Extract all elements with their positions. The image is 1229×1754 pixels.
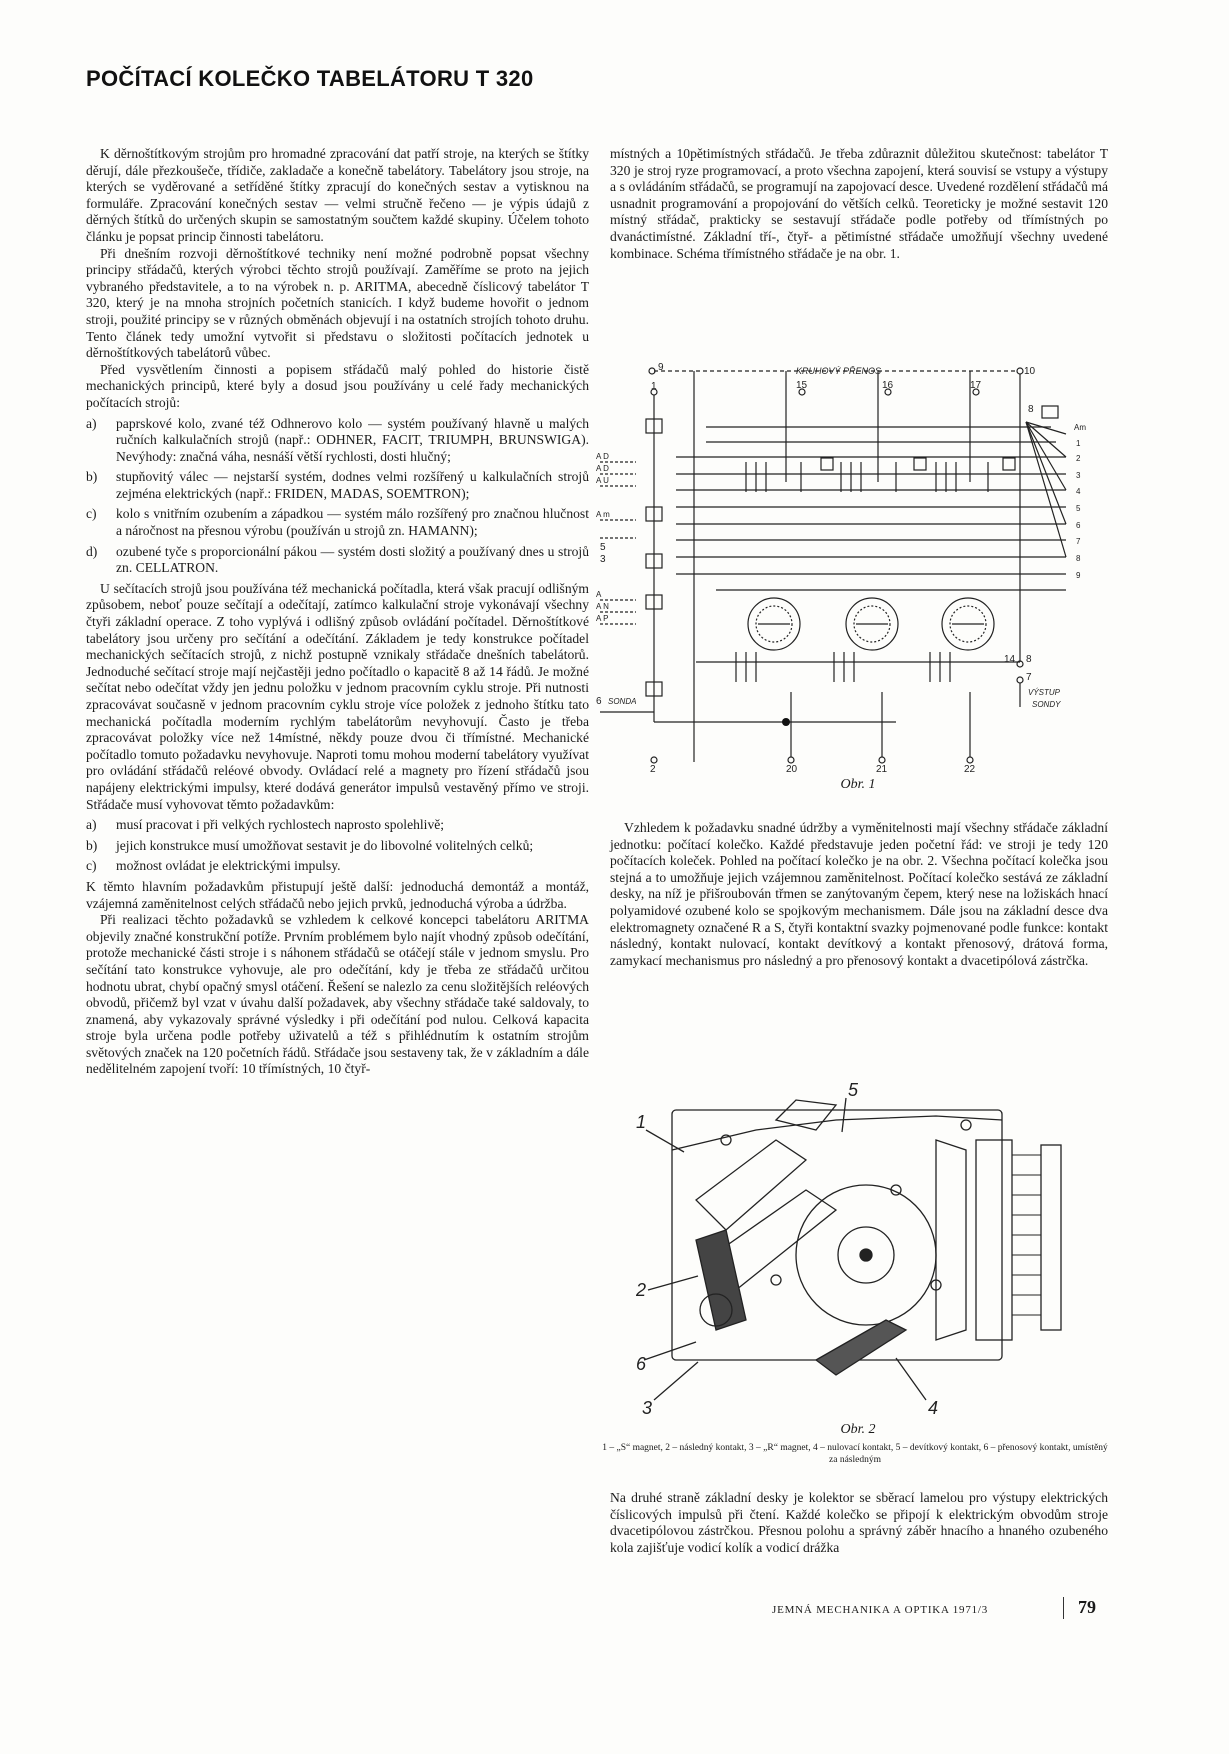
figure-2-caption: Obr. 2	[840, 1422, 876, 1437]
node-label: 8	[1028, 404, 1034, 415]
callout-label: 5	[848, 1080, 859, 1100]
node-label: 3	[600, 554, 606, 565]
callout-label: 1	[636, 1112, 647, 1132]
paragraph: K těmto hlavním požadavkům přistupují ještě další: jednoduchá demontáž a montáž, vzájemná zaměnitelnost celých střádačů nebo jejich prvků, jednoduchá výroba a údržba.	[86, 878, 589, 911]
node-label: 2	[650, 764, 656, 774]
paragraph: U sečítacích strojů jsou používána též mechanická počítadla, která však pracují odlišným způsobem, neboť pouze sečítají a odečítají, zatímco kalkulační stroje vykonávají všechny čtyři základní operace. Z toho vyplývá i odlišný způsob ovládání počítadel. Děrnoštítkové tabelátory jsou určeny pro sečítání a odečítání. Základem je tedy konstrukce počítadel mechanických sečítacích strojů, z nichž postupně vznikaly střádače dnešních tabelátorů. Jednoduché sečítací stroje mají nejčastěji jedno počítadlo o kapacitě 8 až 14 řádů. Je možné sečítat nebo odečítat vždy jen jednu položku v jednom pracovním cyklu stroje. Při nutnosti zpracovávat současně v jednom pracovním cyklu stroje více položek z jednoho štítku tato mechanická počítadla moderním rychlým tabelátorům nevyhovují. Často je třeba zpracovávat položky více než 14místné, někdy pouze dvou či třímístné. Mechanické počítadlo tomuto požadavku nevyhovuje. Naproti tomu mohou moderní tabelátory využívat pro ovládání střádačů reléové obvody. Ovládací relé a magnety pro řízení střádačů jsou napájeny elektrickými impulsy, které dodává generátor impulsů vestavěný přímo ve stroji. Střádače musí vyhovovat těmto požadavkům:	[86, 580, 589, 812]
input-label: A P	[596, 614, 609, 623]
node-label: 16	[882, 380, 894, 391]
output-label: Am	[1074, 423, 1086, 432]
output-label: 2	[1076, 454, 1081, 463]
output-label: 3	[1076, 471, 1081, 480]
requirements-list	[86, 817, 589, 875]
list-item: a) paprskové kolo, zvané též Odhnerovo kolo — systém používaný hlavně u malých ručních kalkulačních strojů (např.: ODHNER, FACIT, TRIUMPH, BRUNSWIGA). Nevýhody: značná váha, nesnáší větší rychlosti, dosti hlučný;	[86, 415, 589, 464]
paragraph: Vzhledem k požadavku snadné údržby a vyměnitelnosti mají všechny střádače základní jednotku: počítací kolečko. Každé představuje jeden početní řád: ve stroji je tedy 120 počítacích koleček. Pohled na počítací kolečko je na obr. 2. Všechna počítací kolečka jsou stejná a to umožňuje jejich vzájemnou zaměnitelnost. Počítací kolečko sestává ze základní desky, na níž je přišroubován třmen se zanýtovaným čepem, který nese na ložiskách hnací polyamidové ozubené kolo se spojkovým mechanismem. Dále jsou na základní desce dva elektromagnety označené R a S, čtyři kontaktní svazky pojmenované podle funkce: kontakt následný, kontakt nulovací, kontakt devítkový a kontakt přenosový, drátová forma, zamykací mechanismus pro následný a pro přenosový kontakt a dvacetipólová zástrčka.	[610, 820, 1108, 968]
input-label: A D	[596, 452, 609, 461]
node-label: 14	[1004, 654, 1016, 665]
article-title: POČÍTACÍ KOLEČKO TABELÁTORU T 320	[86, 66, 534, 91]
sondy-label: SONDY	[1032, 700, 1061, 709]
output-label: 5	[1076, 504, 1081, 513]
paragraph: Před vysvětlením činnosti a popisem střádačů malý pohled do historie čistě mechanických principů, které byly a dosud jsou používány u celé řady mechanických počítacích strojů:	[86, 361, 589, 410]
paragraph: místných a 10pětimístných střádačů. Je třeba zdůraznit důležitou skutečnost: tabelátor T 320 je stroj ryze programovací, a proto všechna zapojení, která souvisí se vstupy a výstupy a s ovládáním střádačů, se programují na zapojovací desce. Uvedené rozdělení střádačů má usnadnit programování a propojování do větších celků. Teoreticky je možné sestavit 120 místný střádač, prakticky se sestavují střádače podle potřeby od třímístných po dvanáctimístné. Základní tří-, čtyř- a pětimístné střádače umožňují všechny uvedené kombinace. Schéma třímístného střádače je na obr. 1.	[610, 146, 1108, 261]
node-label: 10	[1024, 366, 1036, 377]
node-label: 21	[876, 764, 888, 774]
list-item: a) musí pracovat i při velkých rychlostech naprosto spolehlivě;	[86, 817, 445, 833]
input-label: A m	[596, 510, 610, 519]
output-label: 4	[1076, 487, 1081, 496]
list-item: b) jejich konstrukce musí umožňovat sestavit je do libovolné volitelných celků;	[86, 837, 534, 853]
figure-1-caption: Obr. 1	[840, 777, 876, 792]
callout-label: 6	[636, 1354, 647, 1374]
output-label: 6	[1076, 521, 1081, 530]
node-label: 22	[964, 764, 976, 774]
right-column-middle	[610, 820, 1108, 969]
left-column	[86, 146, 589, 1078]
figure-2-legend: 1 – „S“ magnet, 2 – následný kontakt, 3 – „R“ magnet, 4 – nulovací kontakt, 5 – devítkový kontakt, 6 – přenosový kontakt, umístěný za následným	[602, 1443, 1108, 1465]
callout-label: 3	[642, 1398, 653, 1418]
footer-divider	[1063, 1597, 1064, 1619]
output-label: 9	[1076, 571, 1081, 580]
paragraph: Při realizaci těchto požadavků se vzhledem k celkové koncepci tabelátoru ARITMA objevily značné konstrukční potíže. Prvním problémem bylo najít vhodný způsob odečítání, protože mechanické části stroje i s náhonem střádačů se otáčejí stále v jednom smyslu. Pro sečítání tato konstrukce vyhovuje, ale pro odečítání, kdy je třeba ze střádačů určitou hodnotu ubrat, chybí opačný smysl otáčení. Řešení se nalezlo za cenu složitějších reléových obvodů, přičemž byl vzat v úvahu další požadavek, aby všechny střádače také saldovaly, to znamená, aby vykazovaly správné výsledky i při odečítání pod nulou. Celková kapacita stroje byla určena podle potřeby uživatelů a též s přihlédnutím k ostatním strojům světových značek na 120 početních řádů. Střádače jsou sestaveny tak, že v základním a dále nedělitelném zapojení tvoří: 10 třímístných, 10 čtyř-	[86, 912, 589, 1077]
input-label: A D	[596, 464, 609, 473]
kruhovy-label: KRUHOVÝ PŘENOS	[796, 366, 882, 376]
node-label: 20	[786, 764, 798, 774]
journal-footer: JEMNÁ MECHANIKA A OPTIKA 1971/3	[772, 1604, 989, 1616]
list-item: b) stupňovitý válec — nejstarší systém, dodnes velmi rozšířený u kalkulačních strojů zejména elektrických (např.: FRIDEN, MADAS, SOEMTRON);	[86, 469, 589, 501]
figure-2-drawing	[636, 1080, 1096, 1418]
node-label: 1	[651, 381, 657, 392]
node-label: 5	[600, 542, 606, 553]
output-label: 7	[1076, 537, 1081, 546]
paragraph: Při dnešním rozvoji děrnoštítkové techniky není možné podrobně popsat všechny principy střádačů, kterých výrobci těchto strojů používají. Zaměříme se proto na jejich vybraného představitele, a to na výrobek n. p. ARITMA, abecedně číslicový tabelátor T 320, který je na mnoha strojních početních stanicích. I když budeme hovořit o jednom stroji, použité principy se v různých obměnách objevují i na ostatních strojích tohoto druhu. Tento článek tedy umožní vytvořit si představu o složitosti počítacích jednotek u děrnoštítkových tabelátorů vůbec.	[86, 245, 589, 361]
node-label: 17	[970, 380, 982, 391]
input-label: A U	[596, 476, 609, 485]
mechanism-list	[86, 416, 589, 577]
list-item: c) kolo s vnitřním ozubením a západkou — systém málo rozšířený pro značnou hlučnost a náročnost na přesnou výrobu (používán u strojů zn. HAMANN);	[86, 506, 589, 539]
right-column-top	[610, 146, 1108, 262]
list-item: c) možnost ovládat je elektrickými impulsy.	[86, 858, 341, 874]
node-label: 8	[1026, 654, 1032, 665]
node-label: 6	[596, 696, 602, 707]
input-label: A	[596, 590, 602, 599]
output-label: 1	[1076, 439, 1081, 448]
paragraph: K děrnoštítkovým strojům pro hromadné zpracování dat patří stroje, na kterých se štítky děrují, dále přezkoušeče, třídiče, zakladače a konečně tabelátory. Tabelátory jsou stroje, na kterých se vyděrované a setříděné štítky zpracují do konečných sestav a vytisknou na formuláře. Zpracování konečných sestav — velmi stručně řečeno — je výpis údajů z děrných štítků do určených skupin se samostatným součtem každé skupiny. Účelem tohoto článku je popsat princip činnosti tabelátoru.	[86, 146, 589, 244]
node-label: 9	[658, 362, 664, 373]
vystup-label: VÝSTUP	[1028, 688, 1061, 697]
output-label: 8	[1076, 554, 1081, 563]
page-number: 79	[1078, 1597, 1096, 1617]
callout-label: 4	[928, 1398, 939, 1418]
figure-1-schematic	[596, 362, 1116, 774]
paragraph: Na druhé straně základní desky je kolektor se sběrací lamelou pro výstupy elektrických číslicových impulsů při čtení. Každé kolečko se připojí k elektrickým obvodům stroje dvacetipólovou zástrčkou. Přesnou polohu a správný záběr hnacího a hnaného ozubeného kola zajišťuje vodicí kolík a vodicí drážka	[610, 1490, 1108, 1555]
right-column-bottom	[610, 1490, 1108, 1556]
node-label: 15	[796, 380, 808, 391]
list-item: d) ozubené tyče s proporcionální pákou — systém dosti složitý a používaný dnes u strojů zn. CELLATRON.	[86, 543, 589, 576]
sonda-label: SONDA	[608, 697, 637, 706]
callout-label: 2	[636, 1280, 647, 1300]
input-label: A N	[596, 602, 609, 611]
node-label: 7	[1026, 672, 1032, 683]
